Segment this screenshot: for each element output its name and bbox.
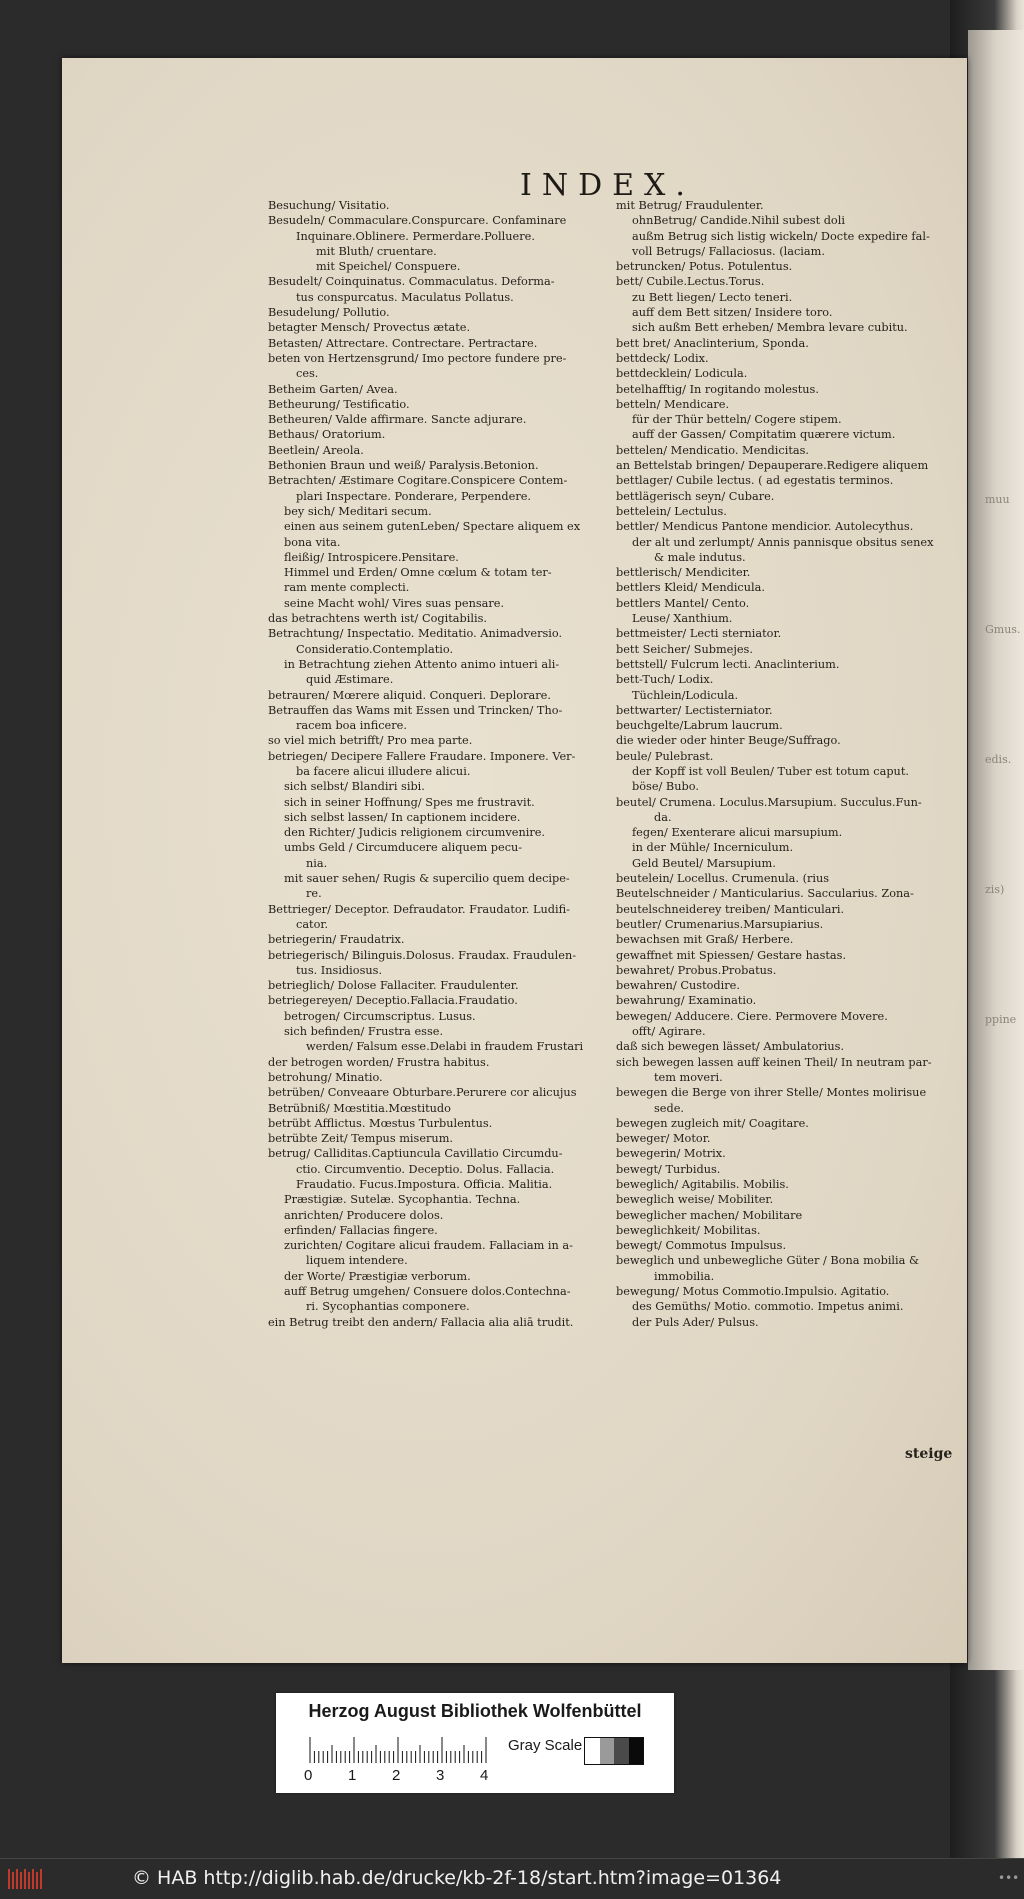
- index-entry: sich selbst lassen/ In captionem incidere.: [284, 810, 521, 824]
- library-logo-icon: [6, 1867, 46, 1891]
- index-entry: Fraudatio. Fucus.Impostura. Officia. Malitia.: [296, 1178, 553, 1191]
- index-entry: sich außm Bett erheben/ Membra levare cubitu.: [632, 321, 908, 335]
- logo-bar: [16, 1869, 18, 1889]
- index-entry: beten von Hertzensgrund/ Imo pectore fundere pre-: [268, 351, 567, 365]
- index-entry: bettlägerisch seyn/ Cubare.: [616, 489, 775, 503]
- more-dots-icon[interactable]: •••: [998, 1871, 1020, 1885]
- index-entry: liquem intendere.: [306, 1254, 408, 1268]
- index-entry: Bethaus/ Oratorium.: [268, 428, 386, 442]
- index-entry: bona vita.: [284, 535, 341, 549]
- index-entry: Besudelung/ Pollutio.: [268, 306, 390, 320]
- index-entry: bewahret/ Probus.Probatus.: [616, 963, 777, 977]
- leaf-fragment: zis): [985, 883, 1005, 896]
- index-entry: fleißig/ Introspicere.Pensitare.: [284, 550, 459, 564]
- index-entry: bettelen/ Mendicatio. Mendicitas.: [616, 443, 810, 457]
- index-entry: betagter Mensch/ Provectus ætate.: [268, 321, 471, 335]
- index-entry: betrug/ Calliditas.Captiuncula Cavillatio Circumdu-: [268, 1147, 563, 1161]
- index-entry: beutel/ Crumena. Loculus.Marsupium. Succulus.Fun-: [616, 795, 922, 809]
- index-entry: Betheuren/ Valde affirmare. Sancte adjurare.: [268, 413, 527, 427]
- index-entry: an Bettelstab bringen/ Depauperare.Redigere aliquem: [616, 459, 929, 473]
- index-entry: immobilia.: [654, 1269, 715, 1283]
- index-entry: cator.: [296, 917, 329, 931]
- grayscale-swatches: [584, 1737, 644, 1765]
- index-entry: auff der Gassen/ Compitatim quærere victum.: [632, 428, 896, 442]
- index-entry: beutler/ Crumenarius.Marsupiarius.: [616, 917, 824, 931]
- index-entry: bett-Tuch/ Lodix.: [616, 673, 714, 687]
- copyright-url-link[interactable]: © HAB http://diglib.hab.de/drucke/kb-2f-18/start.htm?image=01364: [132, 1867, 782, 1889]
- index-entry: bett bret/ Anaclinterium, Sponda.: [616, 336, 809, 350]
- index-entry: Tüchlein/Lodicula.: [632, 688, 739, 702]
- logo-bar: [28, 1872, 30, 1889]
- index-entry: bewegt/ Commotus Impulsus.: [616, 1239, 787, 1253]
- logo-bar: [36, 1872, 38, 1889]
- index-entry: ces.: [296, 367, 319, 381]
- index-entry: bewachsen mit Graß/ Herbere.: [616, 933, 794, 947]
- index-entry: beweglicher machen/ Mobilitare: [616, 1208, 803, 1222]
- index-entry: erfinden/ Fallacias fingere.: [284, 1223, 438, 1237]
- index-entry: voll Betrugs/ Fallaciosus. (laciam.: [632, 244, 825, 258]
- logo-bar: [8, 1869, 10, 1889]
- index-entry: so viel mich betrifft/ Pro mea parte.: [268, 734, 473, 748]
- index-entry: bey sich/ Meditari secum.: [284, 504, 432, 518]
- logo-bar: [32, 1869, 34, 1889]
- index-entry: re.: [306, 887, 322, 901]
- index-entry: außm Betrug sich listig wickeln/ Docte expedire fal-: [632, 229, 930, 243]
- index-entry: bettlers Kleid/ Mendicula.: [616, 581, 765, 595]
- index-entry: mit Speichel/ Conspuere.: [316, 260, 461, 274]
- index-entry: der Worte/ Præstigiæ verborum.: [284, 1269, 471, 1283]
- index-entry: betriegereyen/ Deceptio.Fallacia.Fraudatio.: [268, 994, 518, 1008]
- index-entry: Beutelschneider / Manticularius. Saccularius. Zona-: [616, 887, 914, 901]
- index-entry: betrogen/ Circumscriptus. Lusus.: [284, 1009, 476, 1023]
- index-entry: bewegung/ Motus Commotio.Impulsio. Agitatio.: [616, 1285, 890, 1299]
- index-entry: Geld Beutel/ Marsupium.: [632, 856, 776, 870]
- index-entry: tus conspurcatus. Maculatus Pollatus.: [296, 290, 514, 304]
- index-entry: bettler/ Mendicus Pantone mendicior. Autolecythus.: [616, 520, 914, 534]
- index-entry: umbs Geld / Circumducere aliquem pecu-: [284, 841, 523, 855]
- index-entry: ohnBetrug/ Candide.Nihil subest doli: [632, 214, 845, 228]
- index-entry: beweglich/ Agitabilis. Mobilis.: [616, 1178, 789, 1191]
- index-entry: bewegen zugleich mit/ Coagitare.: [616, 1116, 809, 1130]
- index-entry: Betrachten/ Æstimare Cogitare.Conspicere Contem-: [268, 474, 568, 488]
- index-entry: bettlerisch/ Mendiciter.: [616, 566, 751, 580]
- index-entry: werden/ Falsum esse.Delabi in fraudem Frustari: [306, 1040, 584, 1054]
- index-entry: bettlers Mantel/ Cento.: [616, 596, 750, 610]
- index-entry: bettwarter/ Lectisterniator.: [616, 703, 773, 717]
- index-entry: einen aus seinem gutenLeben/ Spectare aliquem ex: [284, 520, 581, 534]
- index-entry: ctio. Circumventio. Deceptio. Dolus. Fallacia.: [296, 1162, 555, 1176]
- index-entry: beuchgelte/Labrum laucrum.: [616, 719, 783, 733]
- index-entry: bettdecklein/ Lodicula.: [616, 367, 748, 381]
- color-calibration-card: [276, 1693, 674, 1793]
- card-title: Herzog August Bibliothek Wolfenbüttel: [308, 1701, 642, 1721]
- index-entry: beweglich und unbewegliche Güter / Bona mobilia &: [616, 1254, 920, 1268]
- leaf-fragment: Gmus.: [985, 623, 1021, 636]
- index-entry: sich bewegen lassen auff keinen Theil/ In neutram par-: [616, 1055, 932, 1069]
- index-entry: Bettrieger/ Deceptor. Defraudator. Fraudator. Ludifi-: [268, 902, 571, 916]
- ruler-scale: [308, 1737, 508, 1763]
- index-entry: Besudelt/ Coinquinatus. Commaculatus. Deforma-: [268, 275, 555, 289]
- leaf-fragment: muu: [985, 493, 1010, 506]
- index-entry: seine Macht wohl/ Vires suas pensare.: [284, 596, 505, 610]
- index-entry: betriegerisch/ Bilinguis.Dolosus. Fraudax. Fraudulen-: [268, 948, 577, 962]
- ruler-number: 2: [392, 1767, 401, 1784]
- index-entry: bettelein/ Lectulus.: [616, 504, 727, 518]
- index-heading: INDEX.: [520, 168, 695, 203]
- index-entry: der alt und zerlumpt/ Annis pannisque obsitus senex: [632, 535, 934, 549]
- logo-bar: [12, 1872, 14, 1889]
- ruler-number: 1: [348, 1767, 357, 1784]
- index-entry: betrübte Zeit/ Tempus miserum.: [268, 1132, 454, 1146]
- index-column-left: [268, 198, 603, 1330]
- index-entry: beutelein/ Locellus. Crumenula. (rius: [616, 872, 830, 886]
- index-entry: den Richter/ Judicis religionem circumvenire.: [284, 826, 546, 840]
- index-entry: beweglichkeit/ Mobilitas.: [616, 1223, 761, 1237]
- index-entry: Himmel und Erden/ Omne cœlum & totam ter-: [284, 566, 552, 580]
- index-entry: bettlager/ Cubile lectus. ( ad egestatis terminos.: [616, 474, 894, 488]
- index-entry: fegen/ Exenterare alicui marsupium.: [632, 826, 843, 840]
- index-entry: böse/ Bubo.: [632, 780, 699, 794]
- ruler-number: 3: [436, 1767, 445, 1784]
- index-entry: Betheim Garten/ Avea.: [268, 382, 398, 396]
- index-entry: des Gemüths/ Motio. commotio. Impetus animi.: [632, 1300, 904, 1314]
- index-entry: tus. Insidiosus.: [296, 963, 383, 977]
- index-entry: zu Bett liegen/ Lecto teneri.: [632, 290, 793, 304]
- index-entry: daß sich bewegen lässet/ Ambulatorius.: [616, 1040, 845, 1054]
- index-entry: betteln/ Mendicare.: [616, 397, 730, 411]
- index-entry: für der Thür betteln/ Cogere stipem.: [632, 413, 842, 427]
- index-entry: der Kopff ist voll Beulen/ Tuber est totum caput.: [632, 764, 909, 778]
- logo-bar: [40, 1869, 42, 1889]
- index-entry: Consideratio.Contemplatio.: [296, 642, 454, 656]
- index-entry: bewegerin/ Motrix.: [616, 1147, 726, 1161]
- index-entry: betrieglich/ Dolose Fallaciter. Fraudulenter.: [268, 979, 519, 993]
- index-entry: in der Mühle/ Incerniculum.: [632, 841, 794, 855]
- index-entry: sich befinden/ Frustra esse.: [284, 1025, 444, 1039]
- index-entry: betruncken/ Potus. Potulentus.: [616, 260, 793, 274]
- index-entry: Betheurung/ Testificatio.: [268, 397, 410, 411]
- index-entry: bettmeister/ Lecti sterniator.: [616, 627, 782, 641]
- index-entry: betrüben/ Conveaare Obturbare.Perurere cor alicujus: [268, 1086, 577, 1100]
- index-entry: offt/ Agirare.: [632, 1025, 706, 1039]
- index-entry: das betrachtens werth ist/ Cogitabilis.: [268, 612, 487, 626]
- index-entry: zurichten/ Cogitare alicui fraudem. Fallaciam in a-: [284, 1239, 573, 1253]
- index-entry: Betrachtung/ Inspectatio. Meditatio. Animadversio.: [268, 627, 563, 641]
- index-entry: betelhafftig/ In rogitando molestus.: [616, 382, 819, 396]
- index-entry: nia.: [306, 856, 328, 870]
- index-entry: racem boa inficere.: [296, 719, 407, 733]
- index-entry: Leuse/ Xanthium.: [632, 612, 733, 626]
- logo-bar: [24, 1869, 26, 1889]
- index-entry: Beetlein/ Areola.: [268, 443, 364, 457]
- index-entry: bett Seicher/ Submejes.: [616, 642, 753, 656]
- logo-bar: [20, 1872, 22, 1889]
- index-entry: betriegen/ Decipere Fallere Fraudare. Imponere. Ver-: [268, 749, 576, 763]
- index-entry: betriegerin/ Fraudatrix.: [268, 933, 405, 947]
- ruler-number: 0: [304, 1767, 313, 1784]
- index-entry: mit Betrug/ Fraudulenter.: [616, 199, 764, 212]
- index-entry: Præstigiæ. Sutelæ. Sycophantia. Techna.: [284, 1193, 521, 1207]
- index-entry: & male indutus.: [654, 550, 746, 564]
- index-entry: betrübt Afflictus. Mœstus Turbulentus.: [268, 1116, 493, 1130]
- index-entry: beweglich weise/ Mobiliter.: [616, 1193, 774, 1207]
- index-entry: gewaffnet mit Spiessen/ Gestare hastas.: [616, 948, 847, 962]
- grayscale-swatch: [585, 1738, 600, 1764]
- index-entry: Bethonien Braun und weiß/ Paralysis.Betonion.: [268, 459, 539, 473]
- index-entry: bewegt/ Turbidus.: [616, 1162, 721, 1176]
- index-entry: ein Betrug treibt den andern/ Fallacia alia aliā trudit.: [268, 1315, 574, 1329]
- grayscale-label: Gray Scale: [508, 1737, 583, 1754]
- grayscale-swatch: [614, 1738, 629, 1764]
- index-entry: da.: [654, 810, 672, 824]
- index-entry: Inquinare.Oblinere. Permerdare.Polluere.: [296, 229, 535, 243]
- index-entry: bettdeck/ Lodix.: [616, 351, 709, 365]
- index-entry: Besudeln/ Commaculare.Conspurcare. Confaminare: [268, 214, 567, 228]
- adjacent-leaf-text: [985, 470, 1024, 1050]
- index-entry: der betrogen worden/ Frustra habitus.: [268, 1055, 490, 1069]
- index-entry: der Puls Ader/ Pulsus.: [632, 1315, 759, 1329]
- index-entry: sich in seiner Hoffnung/ Spes me frustravit.: [284, 795, 535, 809]
- index-entry: tem moveri.: [654, 1070, 723, 1084]
- index-entry: bewahrung/ Examinatio.: [616, 994, 757, 1008]
- index-entry: die wieder oder hinter Beuge/Suffrago.: [616, 734, 841, 748]
- grayscale-swatch: [629, 1738, 644, 1764]
- index-column-right: [616, 198, 946, 1330]
- grayscale-swatch: [600, 1738, 615, 1764]
- index-entry: bett/ Cubile.Lectus.Torus.: [616, 275, 765, 289]
- index-entry: beutelschneiderey treiben/ Manticulari.: [616, 902, 845, 916]
- index-entry: Besuchung/ Visitatio.: [268, 199, 390, 212]
- index-entry: beweger/ Motor.: [616, 1132, 711, 1146]
- index-entry: auff Betrug umgehen/ Consuere dolos.Contechna-: [284, 1285, 571, 1299]
- index-entry: ram mente complecti.: [284, 581, 410, 595]
- index-entry: mit Bluth/ cruentare.: [316, 244, 437, 258]
- index-entry: bewahren/ Custodire.: [616, 979, 740, 993]
- index-entry: sich selbst/ Blandiri sibi.: [284, 780, 425, 794]
- viewer-footer: [0, 1858, 1024, 1899]
- index-entry: plari Inspectare. Ponderare, Perpendere.: [296, 489, 532, 503]
- index-entry: bewegen/ Adducere. Ciere. Permovere Movere.: [616, 1009, 888, 1023]
- index-entry: ba facere alicui illudere alicui.: [296, 764, 471, 778]
- index-entry: betrauren/ Mœrere aliquid. Conqueri. Deplorare.: [268, 688, 551, 702]
- leaf-fragment: edis.: [985, 753, 1012, 766]
- index-entry: quid Æstimare.: [306, 673, 394, 687]
- index-entry: bewegen die Berge von ihrer Stelle/ Montes molirisue: [616, 1086, 927, 1100]
- index-entry: anrichten/ Producere dolos.: [284, 1208, 444, 1222]
- index-entry: auff dem Bett sitzen/ Insidere toro.: [632, 306, 833, 320]
- index-entry: Betrauffen das Wams mit Essen und Trincken/ Tho-: [268, 703, 563, 717]
- index-entry: betrohung/ Minatio.: [268, 1070, 383, 1084]
- catchword: steige: [905, 1446, 953, 1462]
- index-entry: ri. Sycophantias componere.: [306, 1300, 470, 1314]
- index-entry: Betasten/ Attrectare. Contrectare. Pertractare.: [268, 336, 538, 350]
- index-entry: in Betrachtung ziehen Attento animo intueri ali-: [284, 657, 560, 671]
- index-entry: beule/ Pulebrast.: [616, 749, 714, 763]
- leaf-fragment: ppine: [985, 1013, 1017, 1026]
- index-entry: mit sauer sehen/ Rugis & supercilio quem decipe-: [284, 872, 570, 886]
- ruler-number: 4: [480, 1767, 489, 1784]
- index-entry: bettstell/ Fulcrum lecti. Anaclinterium.: [616, 657, 840, 671]
- index-entry: sede.: [654, 1101, 684, 1115]
- index-entry: Betrübniß/ Mœstitia.Mœstitudo: [268, 1101, 451, 1115]
